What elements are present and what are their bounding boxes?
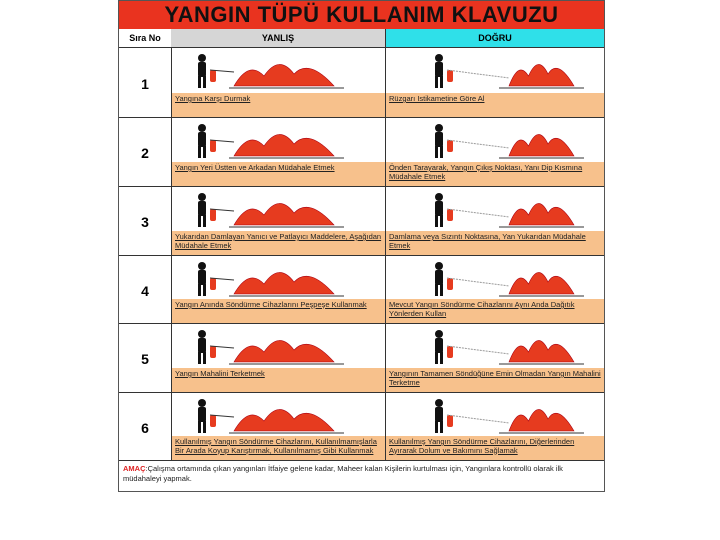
- right-caption: Mevcut Yangın Söndürme Cihazlarını Aynı Anda Dağıtık Yönlerden Kullan: [386, 299, 604, 323]
- wrong-illustration: [174, 324, 382, 367]
- wrong-caption: Yangın Yeri Üstten ve Arkadan Müdahale Etmek: [172, 162, 385, 186]
- header-sequence-no: Sıra No: [119, 29, 172, 48]
- row-number-text: 1: [141, 75, 149, 92]
- guide-row: [119, 256, 604, 324]
- right-caption: Damlama veya Sızıntı Noktasına, Yan Yukarıdan Müdahale Etmek: [386, 231, 604, 255]
- guide-title: YANGIN TÜPÜ KULLANIM KLAVUZU: [119, 1, 604, 29]
- wrong-caption: Yangın Mahalini Terketmek: [172, 368, 385, 392]
- right-illustration: [389, 48, 601, 91]
- row-number: [119, 118, 172, 186]
- right-caption: Rüzgarı Istikametine Göre Al: [386, 93, 604, 117]
- wrong-caption: Yangına Karşı Durmak: [172, 93, 385, 117]
- extinguisher-guide-sheet: [118, 0, 605, 492]
- row-number-text: 5: [141, 351, 149, 368]
- guide-row: [119, 393, 604, 461]
- wrong-caption: Kullanılmış Yangın Söndürme Cihazlarını, Kullanılmamışlarla Bir Arada Koyup Karıştırmak, Kullanılmamış Gibi Kullanmak: [172, 436, 385, 460]
- right-caption: Yangının Tamamen Söndüğüne Emin Olmadan Yangın Mahalini Terketme: [386, 368, 604, 392]
- right-caption: Önden Tarayarak, Yangın Çıkış Noktası, Yanı Dip Kısmına Müdahale Etmek: [386, 162, 604, 186]
- row-number: [119, 324, 172, 392]
- row-number-text: 2: [141, 145, 149, 162]
- row-number-text: 3: [141, 214, 149, 231]
- guide-row: [119, 324, 604, 393]
- row-number: [119, 187, 172, 255]
- wrong-illustration: [174, 187, 382, 230]
- right-illustration: [389, 187, 601, 230]
- purpose-text: :Çalışma ortamında çıkan yangınları İtfaiye gelene kadar, Maheer kalan Kişilerin kurtulması için, Yangınlara kontrollü olarak ilk müdahaleyi yapmak.: [123, 464, 563, 483]
- right-illustration: [389, 393, 601, 436]
- wrong-illustration: [174, 48, 382, 91]
- wrong-illustration: [174, 118, 382, 161]
- row-number: [119, 256, 172, 323]
- row-number-text: 4: [141, 282, 149, 299]
- right-illustration: [389, 118, 601, 161]
- row-number-text: 6: [141, 419, 149, 436]
- header-right: DOĞRU: [386, 29, 604, 48]
- purpose-label: AMAÇ: [123, 464, 146, 473]
- right-illustration: [389, 324, 601, 367]
- wrong-illustration: [174, 256, 382, 299]
- row-number: [119, 393, 172, 460]
- wrong-illustration: [174, 393, 382, 436]
- row-number: [119, 48, 172, 117]
- right-illustration: [389, 256, 601, 299]
- guide-row: [119, 48, 604, 118]
- guide-row: [119, 118, 604, 187]
- wrong-caption: Yangın Anında Söndürme Cihazlarını Peşpeşe Kullanmak: [172, 299, 385, 323]
- guide-row: [119, 187, 604, 256]
- right-caption: Kullanılmış Yangın Söndürme Cihazlarını, Diğerlerinden Ayırarak Dolum ve Bakımını Sağlamak: [386, 436, 604, 460]
- wrong-caption: Yukarıdan Damlayan Yanıcı ve Patlayıcı Maddelere, Aşağıdan Müdahale Etmek: [172, 231, 385, 255]
- purpose-footer: [119, 461, 604, 491]
- header-wrong: YANLIŞ: [171, 29, 386, 48]
